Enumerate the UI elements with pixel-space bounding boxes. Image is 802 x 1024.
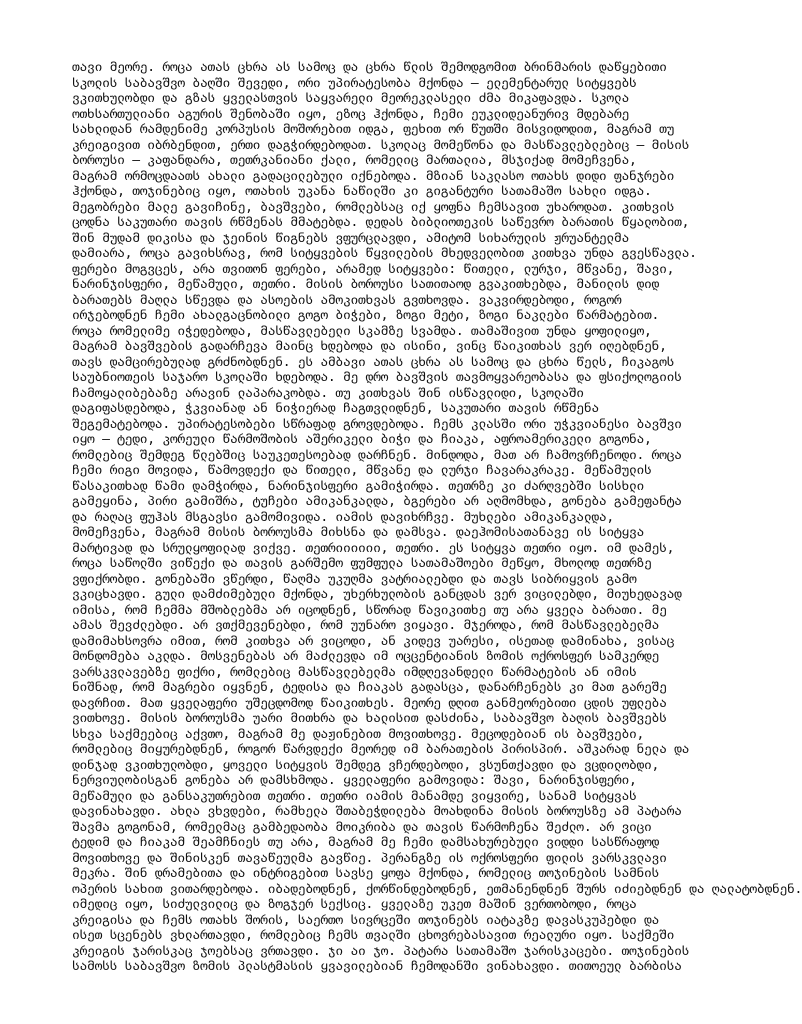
- text-line: როცა რომელიმე იჭედებოდა, მასწავლებელი სკამზე სვამდა. თამაშივით უნდა ყოფილიყო,: [72, 323, 652, 339]
- text-line: დავინახავდი. ახლა ვხვდები, რამხელა შთაბეჭდილება მოახდინა მისის ბოროუსზე ამ პატარა: [72, 804, 682, 819]
- text-line: დაგიფასდებოდა, ჭკვიანად ან ნიჭიერად ჩაგთვლიდნენ, საკუთარი თავის რწმენა: [72, 401, 599, 416]
- text-line: ვითხოვე. მისის ბოროუსმა უარი მითხრა და ხალისით დასძინა, საბავშვო ბაღის ბავშვებს: [72, 711, 667, 726]
- text-line: თავი მეორე. როცა ათას ცხრა ას სამოც და ცხრა წლის შემოდგომით ბრინმარის დაწყებითი: [72, 60, 667, 75]
- text-line: შინ მუდამ დიკისა და ჯეინის წიგნებს ვფურცლავდი, ამიტომ სიხარულის ჟრუანტელმა: [72, 230, 629, 246]
- text-line: ჩამოყალიბებაზე არავინ ლაპარაკობდა. თუ კითხვას შინ ისწავლიდი, სკოლაში: [72, 385, 584, 401]
- text-line: სამოსს საბავშვო ზომის პლასტმასის ყვავილებიან ჩემოდანში ვინახავდი. თითოეულ ბარბისა: [72, 959, 682, 974]
- text-line: შეგემატებოდა. უპირატესობები სწრაფად გროვდებოდა. ჩემს კლასში ორი უჭკვიანესი ბავშვი: [72, 416, 682, 432]
- text-line: დამიმახსოვრა იმით, რომ კითხვა არ ვიცოდი, ან კიდევ უარესი, ისეთად დამინახა, ვისაც: [72, 633, 675, 649]
- text-line: ისეთ სცენებს ვხლართავდი, რომლებიც ჩემს თვალში ცხოვრებასავით რეალური იყო. საქმეში: [72, 928, 675, 943]
- text-line: მეკრა. შინ დრამებითა და ინტრიგებით სავსე ყოფა მქონდა, რომელიც თოჯინების სამნის: [72, 866, 660, 881]
- text-line: ფერები მოგვცეს, არა თვითონ ფერები, არამედ სიტყვები: წითელი, ლურჯი, მწვანე, შავი,: [72, 261, 675, 277]
- text-line: ოთხსართულიანი აგურის შენობაში იყო, ეზოც ჰქონდა, ჩემი ეუკლიდეანურივ მდებარე: [72, 106, 629, 122]
- text-line: კრეიგივით იბრბენდით, ერთი დაგჭირდებოდათ. სკოლაც მომეწონა და მასწავლებლებიც – მისის: [72, 137, 690, 153]
- text-line: სკოლის საბავშვო ბაღში შევედი, ორი უპირატესობა მქონდა – ელემენტარულ სიტყვებს: [72, 75, 637, 91]
- text-line: კრეიგის ჯარისკაც ჯოებსაც ვრთავდი. ჯი აი ჯო. პატარა სათამაშო ჯარისკაცები. თოჯინების: [72, 943, 690, 959]
- text-line: თავს დამცირებულად გრძნობდნენ. ეს ამბავი ათას ცხრა ას სამოც და ცხრა წელს, ჩიკაგოს: [72, 354, 675, 370]
- text-line: იყო – ტედი, კორეული წარმოშობის აშერიკელი ბიჭი და ჩიაკა, აფროამერიკელი გოგონა,: [72, 432, 652, 447]
- text-line: და რაღაც ფუჰას მსგავსი გამომივიდა. იამის დავიხრჩვე. მუხლები ამიკანკალდა,: [72, 509, 614, 525]
- text-line: იმედიც იყო, სიძულვილიც და ზოგჯერ სექსიც. ყველაზე უკეთ მაშინ ვერთობოდი, როცა: [72, 897, 637, 912]
- text-line: მომეჩვენა, მაგრამ მისის ბოროუსმა მიხსნა და დამსვა. დაეჰომისათანავე ის სიტყვა: [72, 525, 645, 540]
- text-line: ბოროუსი – კაფანდარა, თეთრკანიანი ქალი, რომელიც მართალია, მსჯიქად მომეჩვენა,: [72, 153, 637, 168]
- text-line: დავრჩით. მათ ყველაფერი უშეცდომოდ წაიკითხეს. მეორე დღით განმეორებითი ცდის უფლება: [72, 695, 667, 711]
- text-line: იმისა, რომ ჩემმა მშობლებმა არ იცოდნენ, სწორად წავიკითხე თუ არა ყველა ბარათი. მე: [72, 602, 667, 618]
- text-line: წასაკითხად წამი დამჭირდა, ნარინჯისფერი გამიჭირდა. თეთრზე კი ძარღვებში სისხლი: [72, 478, 645, 494]
- text-line: დინჯად ვკითხულობდი, ყოველი სიტყვის შემდეგ ვჩერდებოდი, ვსუნთქავდი და ვცდილობდი,: [72, 757, 660, 773]
- text-line: მაგრამ ორმოცდაათს ახალი გადაცილებული იქნებოდა. მზიან საკლასო ოთახს დიდი ფანჯრები: [72, 168, 675, 184]
- text-line: მაგრამ ბავშვების გადარჩევა მაინც ხდებოდა და ისინი, ვინც წაიკითხას ვერ იღებდნენ,: [72, 339, 667, 354]
- text-line: ტედიმ და ჩიაკამ შეამჩნიეს თუ არა, მაგრამ მე ჩემი დამსახურებული ვიდდი სასწრაფოდ: [72, 835, 660, 850]
- text-line: სხვა საქმეებიც აქვთო, მაგრამ მე დაჟინებით მოვითხოვე. მეცოდებიან ის ბავშვები,: [72, 726, 645, 742]
- text-line: მარტივად და სრულყოფილად ვიქვე. თეთრიიიიიი, თეთრი. ეს სიტყვა თეთრი იყო. იმ დამეს,: [72, 540, 675, 556]
- text-line: ჩემი რიგი მოვიდა, წამოვდექი და წითელი, მწვანე და ლურჯი ჩავარაკრაკე. მეწამულის: [72, 463, 652, 478]
- text-line: ჰქონდა, თოჯინებიც იყო, ოთახის უკანა ნაწილში კი გიგანტური სათამაშო სახლი იდგა.: [72, 184, 652, 199]
- text-line: მეწამული და განსაკუთრებით თეთრი. თეთრი იამის მანამდე ვიყვირე, სანამ სიტყვას: [72, 788, 637, 804]
- text-line: ამას შევძლებდი. არ ვთქმევენებდი, რომ უუნარო ვიყავი. მჯეროდა, რომ მასწავლებელმა: [72, 618, 660, 633]
- text-line: მეგობრები მალე გავიჩინე, ბავშვები, რომლებსაც იქ ყოფნა ჩემსავით უხაროდათ. კითხვის: [72, 199, 675, 215]
- body-text: [72, 60, 802, 975]
- text-line: შავმა გოგონამ, რომელმაც გამბედაობა მოიკრიბა და თავის წარმოჩენა შეძლო. არ ვიცი: [72, 819, 652, 835]
- text-line: ნიშნად, რომ მაგრები იყვნენ, ტედისა და ჩიაკას გადასცა, დანარჩენებს კი მათ გარეშე: [72, 680, 667, 695]
- book-page: [72, 60, 802, 974]
- text-line: მონდომება აკლდა. მოსვენებას არ მაძლევდა იმ ოცცენტიანის ზომის ოქროსფერ სამკერდე: [72, 649, 660, 664]
- text-line: ვკიცხავდი. გული დამძიმებული მქონდა, უხერხულობის განცდას ვერ ვიცილებდი, მიუხედავად: [72, 587, 682, 602]
- text-line: გამეყინა, პირი გამიშრა, ტუჩები ამიკანკალდა, ბგერები არ აღმომხდა, გონება გამეფანტა: [72, 494, 682, 509]
- text-line: რომლებიც მიყურებდნენ, როგორ წარვდექი მეორედ იმ ბარათების პირისპირ. აშკარად ნელა და: [72, 742, 690, 757]
- text-line: როცა საწოლში ვიწექი და თავის გარშემო ფუმფულა სათამაშოები მეწყო, მხოლოდ თეთრზე: [72, 556, 652, 571]
- text-line: საუბნიოთეის საჯარო სკოლაში ხდებოდა. მე დრო ბავშვის თავმოყვარეობასა და ფსიქოლოგიის: [72, 370, 682, 385]
- text-line: რომლებიც შემდეგ წლებშიც საუკეთესოებად დარჩნენ. მინდოდა, მათ არ ჩამოვრჩენოდი. როცა: [72, 447, 682, 463]
- text-line: ნარინჯისფერი, მეწამული, თეთრი. მისის ბოროუსი სათითაოდ გვაკითხებდა, მანილის დიდ: [72, 277, 660, 292]
- text-line: ნერვიულობისგან გონება არ დამსხმოდა. ყველაფერი გამოვიდა: შავი, ნარინჯისფერი,: [72, 773, 637, 788]
- text-line: ვფიქრობდი. გონებაში ვწერდი, წაღმა უკუღმა ვატრიალებდი და თავს სიბრიყვის გამო: [72, 571, 637, 587]
- text-line: ვარსკვლავებზე ფიქრი, რომლებიც მასწავლებელმა იმდღევანდელი წარმატების ან იმის: [72, 664, 637, 680]
- text-line: კრეიგისა და ჩემს ოთახს შორის, საერთო სივრცეში თოჯინებს იატაკზე დავასკუპებდი და: [72, 912, 660, 928]
- text-line: სახლიდან რამდენიმე კორპუსის მოშორებით იდგა, ფეხით ორ წუთში მისვიდოდით, მაგრამ თუ: [72, 122, 675, 137]
- text-line: ვკითხულობდი და გზას ყველასთვის საყვარელი მეორეკლასელი ძმა მიკაფავდა. სკოლა: [72, 91, 629, 106]
- text-line: ირჯებოდნენ ჩემი ახალგაცნობილი გოგო ბიჭები, ზოგი მეტი, ზოგი ნაკლები წარმატებით.: [72, 308, 660, 323]
- text-line: ოპერის სახით ვითარდებოდა. იბადებოდნენ, ქორწინდებოდნენ, ეთმანენდნენ შურს იძიებდნენ და ღალატობდნენ.: [72, 881, 802, 897]
- text-line: ცოდნა საკუთარი თავის რწმენას მმატებდა. დედას ბიბლიოთეკის საწევრო ბარათის წყალობით,: [72, 215, 690, 230]
- text-line: დამიარა, როცა გავიხსრავ, რომ სიტყვების წყვილების მხედველობით კითხვა უნდა გვესწავლა.: [72, 246, 697, 261]
- text-line: ბარათებს მაღლა სწევდა და ასოების ამოკითხვას გვთხოვდა. ვაკვირდებოდი, როგორ: [72, 292, 622, 308]
- text-line: მოვითხოვე და შინისკენ თავაწეულმა გავწიე. პერანგზე ის ოქროსფერი ფილის ვარსკვლავი: [72, 850, 667, 866]
